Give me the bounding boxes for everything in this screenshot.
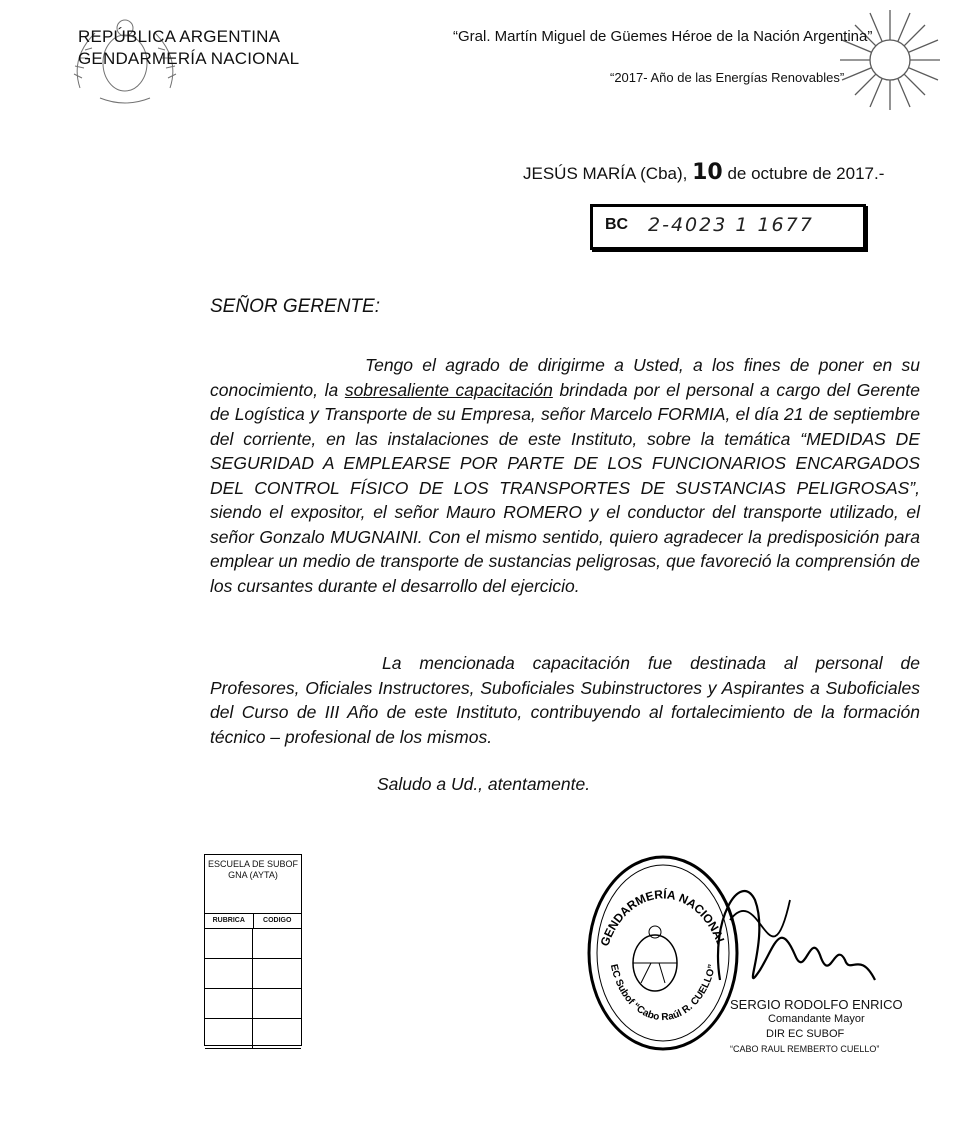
date-place: JESÚS MARÍA (Cba), bbox=[523, 164, 688, 183]
signatory-name: SERGIO RODOLFO ENRICO bbox=[730, 997, 903, 1012]
paragraph-1-underlined: sobresaliente capacitación bbox=[344, 379, 553, 400]
greeting: SEÑOR GERENTE: bbox=[210, 296, 380, 317]
stamp-col-rubrica: RUBRICA bbox=[205, 914, 254, 928]
coat-of-arms-icon bbox=[633, 926, 677, 991]
signatory-position: DIR EC SUBOF bbox=[766, 1028, 845, 1040]
closing: Saludo a Ud., atentamente. bbox=[377, 774, 591, 794]
reference-number: 2-4023 1 1677 bbox=[648, 214, 814, 236]
header-motto: “Gral. Martín Miguel de Güemes Héroe de la Nación Argentina” bbox=[453, 28, 873, 45]
signatory-school: “CABO RAUL REMBERTO CUELLO” bbox=[730, 1044, 880, 1054]
signatory-rank: Comandante Mayor bbox=[768, 1013, 865, 1025]
reception-stamp bbox=[204, 854, 302, 1046]
country-name: REPÚBLICA ARGENTINA bbox=[78, 27, 281, 46]
institution-name: GENDARMERÍA NACIONAL bbox=[78, 49, 300, 68]
header-year-motto: “2017- Año de las Energías Renovables” bbox=[610, 70, 845, 85]
seal-outer-text: GENDARMERÍA NACIONAL bbox=[597, 887, 729, 949]
date-rest: de octubre de 2017.- bbox=[727, 164, 885, 183]
paragraph-1-pre: Tengo el agrado de dirigirme a Usted, a los fines de poner en su conocimiento, la bbox=[210, 355, 920, 400]
stamp-title: ESCUELA DE SUBOF GNA (AYTA) bbox=[205, 855, 301, 914]
handwritten-signature bbox=[700, 860, 900, 1010]
paragraph-1 bbox=[210, 353, 920, 598]
paragraph-2 bbox=[210, 651, 920, 749]
institution-header bbox=[78, 26, 299, 70]
letter-date bbox=[523, 160, 884, 185]
date-day: 10 bbox=[692, 160, 723, 185]
paragraph-1-post: brindada por el personal a cargo del Gerente de Logística y Transporte de su Empresa, señor Marcelo FORMIA, el día 21 de septiembre del corriente, en las instalaciones de este Instituto, sobre la temática “MEDIDAS DE SEGURIDAD A EMPLEARSE POR PARTE DE LOS FUNCIONARIOS ENCARGADOS DEL CONTROL FÍSICO DE LOS TRANSPORTES DE SUSTANCIAS PELIGROSAS”, siendo el expositor, el señor Mauro ROMERO y el conductor del transporte utilizado, el señor Gonzalo MUGNAINI. Con el mismo sentido, quiero agradecer la predisposición para emplear un medio de transporte de sustancias peligrosas, que favoreció la comprensión de los cursantes durante el desarrollo del ejercicio. bbox=[210, 379, 920, 596]
paragraph-2-text: La mencionada capacitación fue destinada al personal de Profesores, Oficiales Instructores, Suboficiales Subinstructores y Aspirantes a Suboficiales del Curso de III Año de este Instituto, contribuyendo al fortalecimiento de la formación técnico – profesional de los mismos. bbox=[210, 653, 920, 747]
stamp-col-codigo: CODIGO bbox=[263, 917, 292, 924]
seal-inner-text: EC Subof “Cabo Raúl R. CUELLO” bbox=[607, 963, 719, 1024]
stamp-grid bbox=[205, 929, 301, 1049]
signatory-block bbox=[730, 997, 903, 1057]
sun-emblem-icon bbox=[830, 5, 950, 115]
reference-box bbox=[590, 204, 866, 250]
reference-label: BC bbox=[605, 216, 629, 233]
